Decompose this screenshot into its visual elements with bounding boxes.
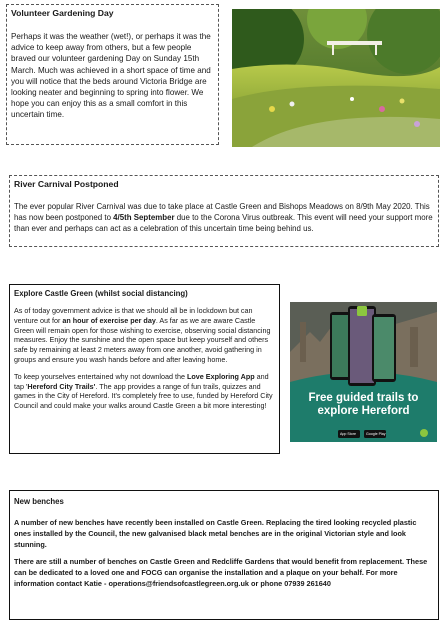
castle-paragraph-2 <box>14 372 275 411</box>
castle-p2-text-end: . The app provides a range of fun trails, quizzes and games in the City of Hereford. It's completely free to use, funded by Hereford City Council and could make your walks around Castle Green a bit more interesting! <box>14 381 273 411</box>
carnival-body-text-end: due to the Corona Virus outbreak. This event will need your support more than ever and perhaps can act as a celebration of this uncertain time being behind us. <box>14 213 433 234</box>
castle-p1-text-end: . As far as we are aware Castle Green will remain open for those wishing to exercise, observing social distancing measures. Enjoy the sunshine and the open space but keep yourself and others safe by remaining at least 2 meters away from one another, avoid gathering in groups and ensure you wash hands before and after leaving home. <box>14 315 271 364</box>
partner-logo-icon <box>420 429 428 437</box>
carnival-title: River Carnival Postponed <box>14 179 119 189</box>
garden-photo <box>232 9 440 147</box>
benches-paragraph-2: There are still a number of benches on Castle Green and Redcliffe Gardens that would benefit from replacement. These can be dedicated to a loved one and FOCG can organise the installation and a plaque on your behalf. For more information contact Katie - operations@friendsofcastlegreen.org.uk or phone 07939 261640 <box>14 557 428 588</box>
ad-headline-line-1: Free guided trails to <box>308 392 419 404</box>
castle-p1-text: As of today government advice is that we should all be in lockdown but can venture out for <box>14 306 253 325</box>
app-store-label: App Store <box>340 432 356 436</box>
app-advert-image <box>290 302 437 442</box>
love-exploring-app-name: Love Exploring App <box>187 371 255 381</box>
ad-headline-line-2: explore Hereford <box>317 405 410 417</box>
volunteer-title: Volunteer Gardening Day <box>11 8 114 18</box>
benches-article <box>9 490 439 620</box>
hereford-city-trails-name: Hereford City Trails' <box>27 381 96 391</box>
benches-title: New benches <box>14 497 64 506</box>
castle-p2-text-mid: and tap ' <box>14 371 269 391</box>
google-play-label: Google Play <box>366 432 386 436</box>
castle-green-article <box>9 284 280 454</box>
volunteer-article <box>6 4 219 145</box>
castle-exercise-emphasis: an hour of exercise per day <box>62 315 156 325</box>
castle-p2-text: To keep yourselves entertained why not download the <box>14 371 188 381</box>
carnival-body <box>14 201 434 235</box>
volunteer-body: Perhaps it was the weather (wet!), or perhaps it was the advice to keep away from others, but a few people braved our volunteer gardening Day on Sunday 15th March. Much was achieved in a short space of time and you will notice that the beds around Victoria Bridge are looking neater and beginning to spring into flower. We hope you can enjoy this as a small comfort in this uncertain time. <box>11 32 211 120</box>
benches-paragraph-1: A number of new benches have recently been installed on Castle Green. Replacing the tired looking recycled plastic ones installed by the Council, the new galvanised black metal benches are in the original Victorian style and look stunning. <box>14 518 417 549</box>
carnival-body-text: The ever popular River Carnival was due to take place at Castle Green and Bishops Meadows on 8/9th May 2020. This has now been postponed to <box>14 202 430 223</box>
castle-title: Explore Castle Green (whilst social distancing) <box>14 289 188 298</box>
map-pin-icon <box>357 306 367 316</box>
carnival-article <box>9 175 439 247</box>
castle-paragraph-1 <box>14 306 275 365</box>
carnival-new-date: 4/5th September <box>113 213 175 223</box>
